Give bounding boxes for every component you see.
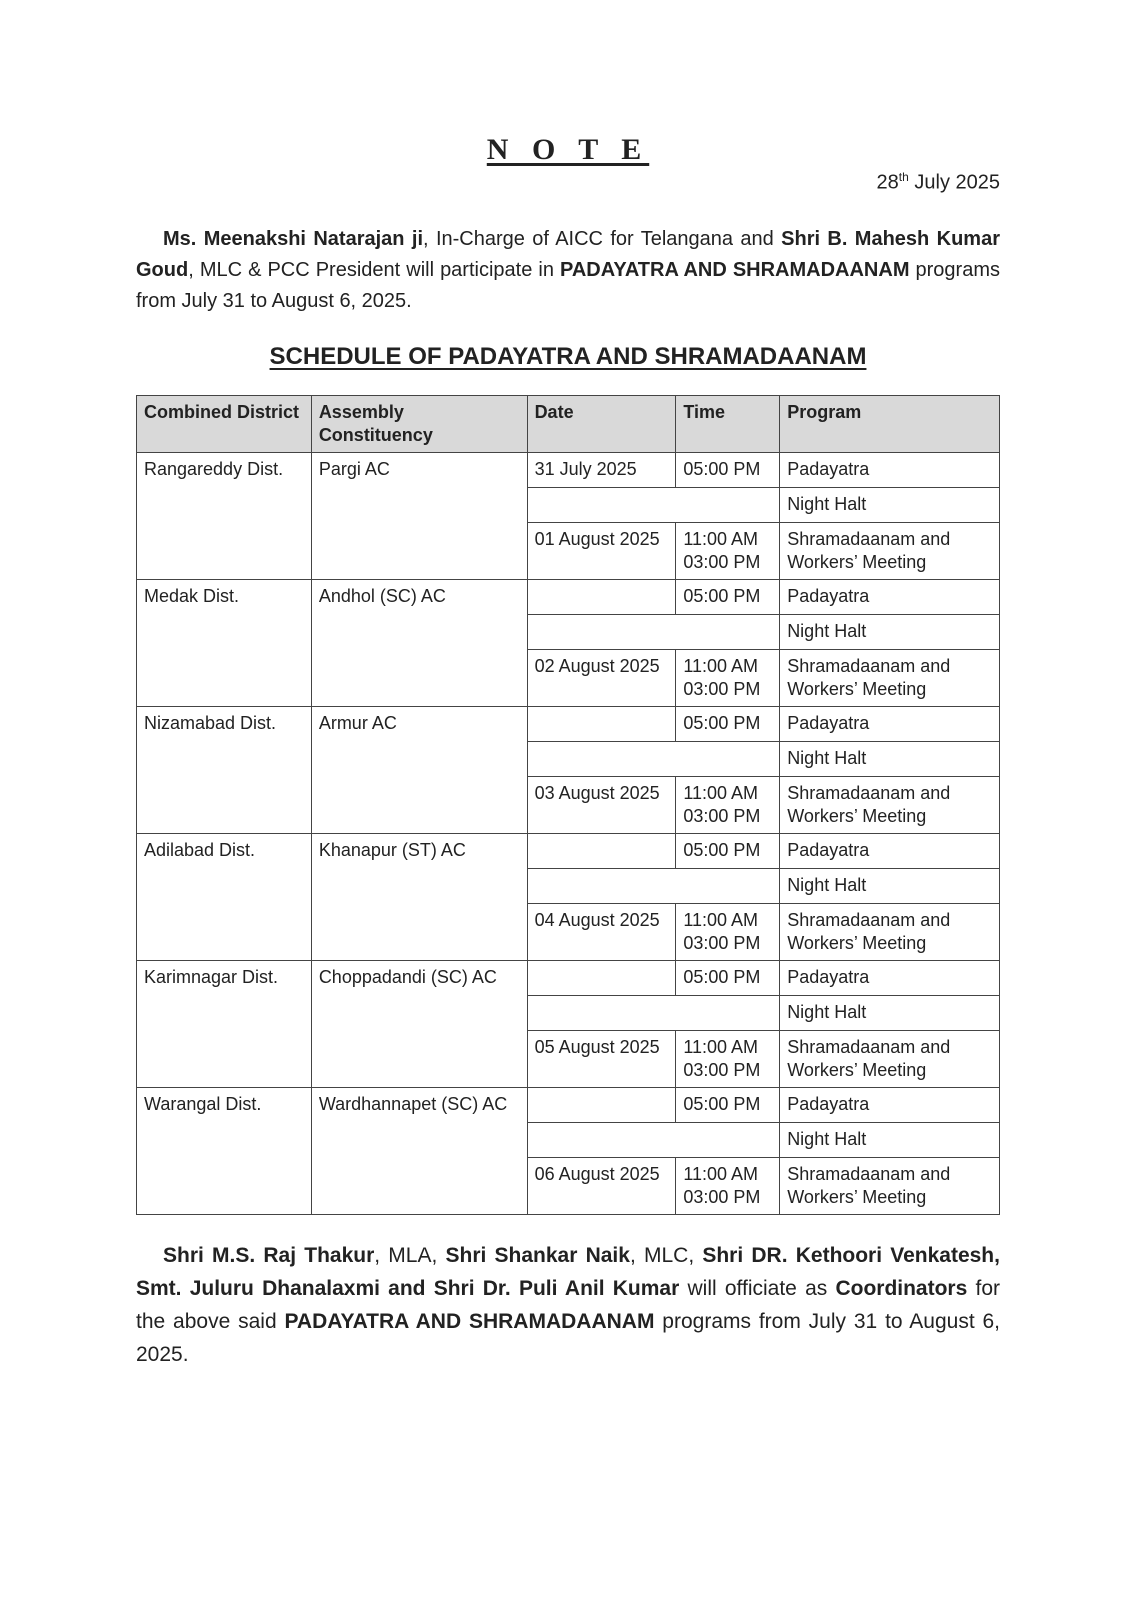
time-cell bbox=[676, 777, 780, 834]
constituency-cell: Pargi AC bbox=[311, 453, 527, 580]
time-cell: 05:00 PM bbox=[676, 834, 780, 869]
closing-name-2: Shri Shankar Naik bbox=[445, 1244, 630, 1267]
program-line-2: Workers’ Meeting bbox=[787, 1187, 927, 1207]
empty-cell bbox=[527, 869, 780, 904]
program-cell: Padayatra bbox=[780, 1088, 1000, 1123]
time-start: 11:00 AM bbox=[683, 529, 759, 549]
date-cell bbox=[527, 580, 676, 615]
program-cell bbox=[780, 904, 1000, 961]
constituency-cell: Andhol (SC) AC bbox=[311, 580, 527, 707]
district-cell: Adilabad Dist. bbox=[137, 834, 312, 961]
header-date: Date bbox=[527, 396, 676, 453]
program-cell bbox=[780, 1158, 1000, 1215]
date-cell: 31 July 2025 bbox=[527, 453, 676, 488]
intro-text-1: , In-Charge of AICC for Telangana and bbox=[423, 228, 782, 250]
time-end: 03:00 PM bbox=[683, 1187, 761, 1207]
program-cell: Night Halt bbox=[780, 1123, 1000, 1158]
program-cell: Padayatra bbox=[780, 707, 1000, 742]
closing-program: PADAYATRA AND SHRAMADAANAM bbox=[284, 1310, 655, 1333]
time-start: 11:00 AM bbox=[683, 1164, 759, 1184]
note-title bbox=[136, 133, 1000, 167]
date-cell bbox=[527, 707, 676, 742]
empty-cell bbox=[527, 996, 780, 1031]
time-start: 11:00 AM bbox=[683, 1037, 759, 1057]
time-cell bbox=[676, 904, 780, 961]
time-start: 11:00 AM bbox=[683, 783, 759, 803]
program-cell bbox=[780, 777, 1000, 834]
table-row bbox=[137, 707, 1000, 742]
empty-cell bbox=[527, 742, 780, 777]
time-end: 03:00 PM bbox=[683, 679, 761, 699]
time-cell bbox=[676, 523, 780, 580]
time-end: 03:00 PM bbox=[683, 552, 761, 572]
empty-cell bbox=[527, 488, 780, 523]
table-row bbox=[137, 453, 1000, 488]
time-cell bbox=[676, 1158, 780, 1215]
intro-text-2: , MLC & PCC President will participate in bbox=[188, 259, 560, 281]
date-day: 28 bbox=[876, 171, 899, 194]
time-start: 11:00 AM bbox=[683, 910, 759, 930]
closing-text-3: will officiate as bbox=[679, 1277, 836, 1300]
time-cell: 05:00 PM bbox=[676, 580, 780, 615]
empty-cell bbox=[527, 615, 780, 650]
program-cell: Padayatra bbox=[780, 961, 1000, 996]
time-cell: 05:00 PM bbox=[676, 707, 780, 742]
closing-text-1: , MLA, bbox=[374, 1244, 446, 1267]
intro-text-3: programs from July 31 to August 6, 2025. bbox=[136, 259, 1000, 312]
time-cell: 05:00 PM bbox=[676, 1088, 780, 1123]
table-row bbox=[137, 1088, 1000, 1123]
constituency-cell: Choppadandi (SC) AC bbox=[311, 961, 527, 1088]
table-row bbox=[137, 961, 1000, 996]
program-line-2: Workers’ Meeting bbox=[787, 933, 927, 953]
program-line-1: Shramadaanam and bbox=[787, 910, 951, 930]
program-line-2: Workers’ Meeting bbox=[787, 806, 927, 826]
program-cell: Night Halt bbox=[780, 996, 1000, 1031]
program-cell bbox=[780, 1031, 1000, 1088]
district-cell: Nizamabad Dist. bbox=[137, 707, 312, 834]
program-line-1: Shramadaanam and bbox=[787, 1037, 951, 1057]
header-combined-district: Combined District bbox=[137, 396, 312, 453]
district-cell: Warangal Dist. bbox=[137, 1088, 312, 1215]
closing-paragraph bbox=[136, 1239, 1000, 1371]
schedule-title: SCHEDULE OF PADAYATRA AND SHRAMADAANAM bbox=[269, 343, 867, 370]
program-line-2: Workers’ Meeting bbox=[787, 552, 927, 572]
time-cell: 05:00 PM bbox=[676, 961, 780, 996]
time-cell bbox=[676, 650, 780, 707]
program-line-1: Shramadaanam and bbox=[787, 1164, 951, 1184]
constituency-cell: Armur AC bbox=[311, 707, 527, 834]
empty-cell bbox=[527, 1123, 780, 1158]
closing-role: Coordinators bbox=[835, 1277, 968, 1300]
program-cell: Padayatra bbox=[780, 580, 1000, 615]
program-line-2: Workers’ Meeting bbox=[787, 1060, 927, 1080]
time-cell bbox=[676, 1031, 780, 1088]
table-header-row bbox=[137, 396, 1000, 453]
date-cell: 04 August 2025 bbox=[527, 904, 676, 961]
program-cell: Night Halt bbox=[780, 742, 1000, 777]
date-cell bbox=[527, 834, 676, 869]
header-assembly-constituency: Assembly Constituency bbox=[311, 396, 527, 453]
constituency-cell: Wardhannapet (SC) AC bbox=[311, 1088, 527, 1215]
date-cell: 05 August 2025 bbox=[527, 1031, 676, 1088]
district-cell: Medak Dist. bbox=[137, 580, 312, 707]
schedule-table bbox=[136, 395, 1000, 1215]
intro-program: PADAYATRA AND SHRAMADAANAM bbox=[559, 259, 910, 281]
constituency-cell: Khanapur (ST) AC bbox=[311, 834, 527, 961]
program-line-2: Workers’ Meeting bbox=[787, 679, 927, 699]
date-cell: 06 August 2025 bbox=[527, 1158, 676, 1215]
note-date bbox=[877, 170, 1000, 195]
date-cell: 02 August 2025 bbox=[527, 650, 676, 707]
program-cell: Night Halt bbox=[780, 488, 1000, 523]
header-time: Time bbox=[676, 396, 780, 453]
closing-text-4: for the above said bbox=[136, 1277, 1001, 1333]
closing-text-5: programs from July 31 to August 6, 2025. bbox=[136, 1310, 1001, 1366]
date-cell bbox=[527, 961, 676, 996]
date-cell: 03 August 2025 bbox=[527, 777, 676, 834]
closing-name-1: Shri M.S. Raj Thakur bbox=[163, 1244, 375, 1267]
program-line-1: Shramadaanam and bbox=[787, 656, 951, 676]
closing-name-3: Shri DR. Kethoori Venkatesh, Smt. Juluru Dhanalaxmi and Shri Dr. Puli Anil Kumar bbox=[136, 1244, 1000, 1300]
table-row bbox=[137, 834, 1000, 869]
program-cell bbox=[780, 650, 1000, 707]
program-cell: Night Halt bbox=[780, 869, 1000, 904]
header-program: Program bbox=[780, 396, 1000, 453]
schedule-body bbox=[137, 453, 1000, 1215]
closing-text-2: , MLC, bbox=[629, 1244, 703, 1267]
intro-name-2: Shri B. Mahesh Kumar Goud bbox=[136, 228, 1000, 281]
district-cell: Rangareddy Dist. bbox=[137, 453, 312, 580]
time-end: 03:00 PM bbox=[683, 1060, 761, 1080]
program-cell: Padayatra bbox=[780, 834, 1000, 869]
time-end: 03:00 PM bbox=[683, 933, 761, 953]
time-cell: 05:00 PM bbox=[676, 453, 780, 488]
program-cell bbox=[780, 523, 1000, 580]
intro-name-1: Ms. Meenakshi Natarajan ji bbox=[163, 228, 424, 250]
date-cell: 01 August 2025 bbox=[527, 523, 676, 580]
date-cell bbox=[527, 1088, 676, 1123]
district-cell: Karimnagar Dist. bbox=[137, 961, 312, 1088]
program-cell: Padayatra bbox=[780, 453, 1000, 488]
program-line-1: Shramadaanam and bbox=[787, 783, 951, 803]
note-title-text: N O T E bbox=[486, 133, 650, 166]
date-month-year: July 2025 bbox=[914, 171, 1000, 194]
table-row bbox=[137, 580, 1000, 615]
date-suffix: th bbox=[898, 170, 909, 184]
program-cell: Night Halt bbox=[780, 615, 1000, 650]
time-start: 11:00 AM bbox=[683, 656, 759, 676]
intro-paragraph bbox=[136, 224, 1000, 317]
time-end: 03:00 PM bbox=[683, 806, 761, 826]
program-line-1: Shramadaanam and bbox=[787, 529, 951, 549]
